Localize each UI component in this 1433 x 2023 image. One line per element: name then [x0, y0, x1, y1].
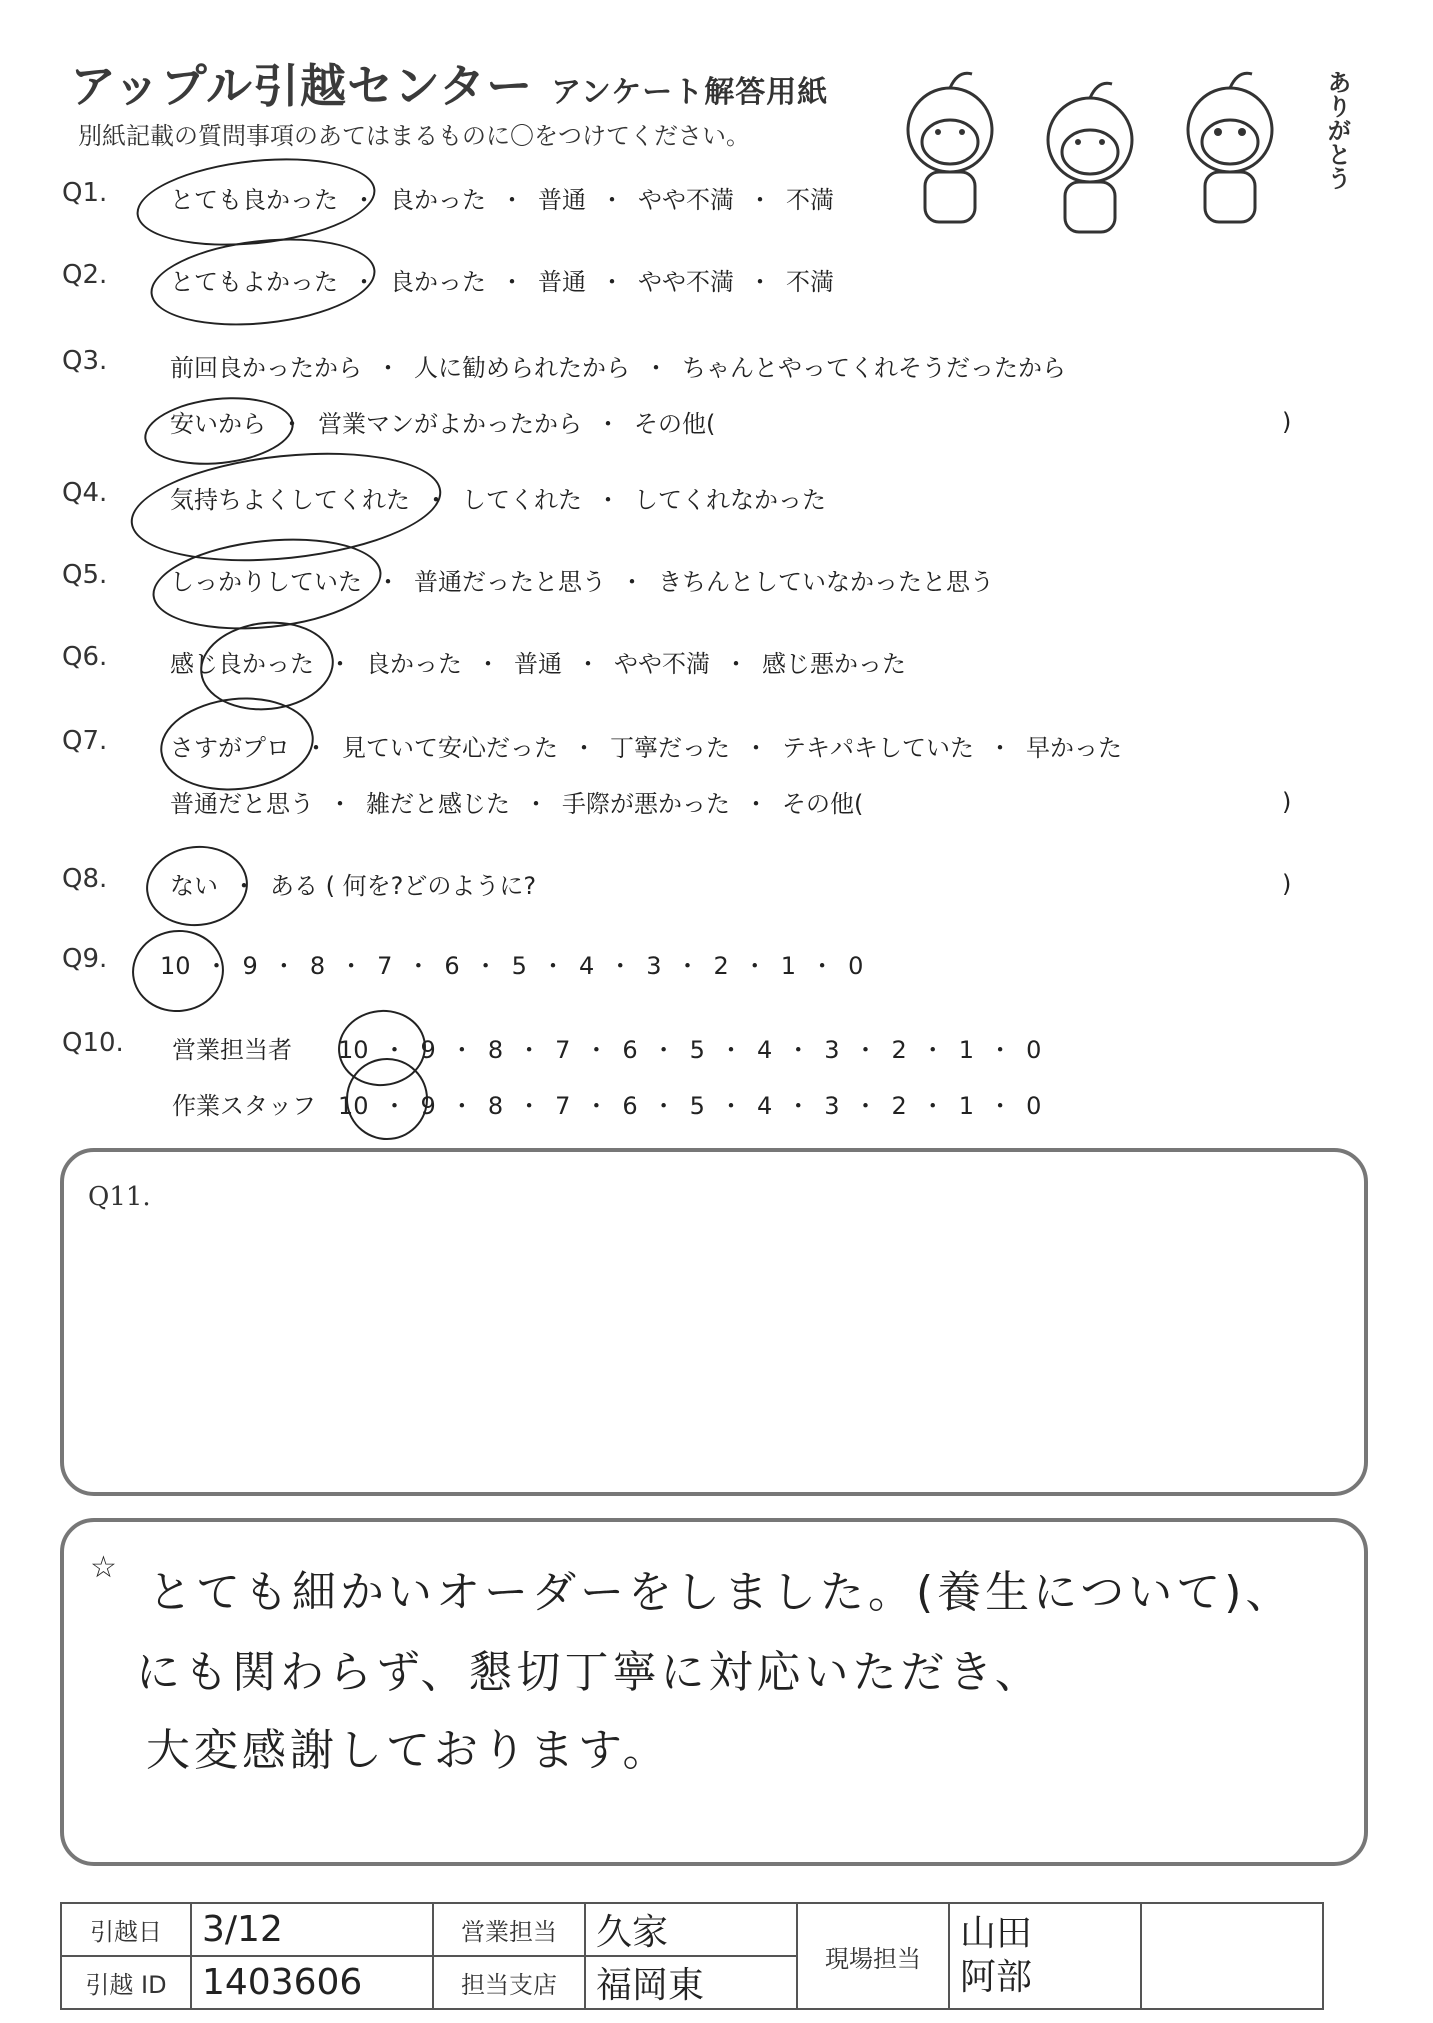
option-separator: ・: [449, 1036, 474, 1064]
rating-option[interactable]: 2: [891, 1092, 907, 1120]
option-separator: ・: [744, 790, 768, 818]
option-separator: ・: [517, 1092, 542, 1120]
option-separator: ・: [742, 952, 767, 980]
answer-option[interactable]: やや不満: [638, 186, 734, 214]
instruction-text: 別紙記載の質問事項のあてはまるものに〇をつけてください。: [78, 122, 750, 150]
rating-option[interactable]: 6: [622, 1092, 638, 1120]
option-separator: ・: [500, 268, 524, 296]
answer-option[interactable]: その他(: [634, 410, 716, 438]
comment-line-1: とても細かいオーダーをしました。(養生について)、: [148, 1567, 1294, 1618]
question-options-row: [170, 784, 863, 819]
option-separator: ・: [988, 734, 1012, 762]
site-staff-2: 阿部: [960, 1957, 1033, 1998]
answer-option[interactable]: 感じ悪かった: [762, 650, 906, 678]
rating-option[interactable]: 3: [824, 1092, 840, 1120]
option-separator: ・: [232, 872, 256, 900]
rating-option[interactable]: 1: [958, 1036, 975, 1064]
option-separator: ・: [744, 734, 768, 762]
answer-option[interactable]: 不満: [786, 268, 834, 296]
answer-option[interactable]: 10: [160, 952, 191, 980]
answer-circle-q2: [146, 228, 380, 335]
option-separator: ・: [406, 952, 431, 980]
answer-option[interactable]: してくれなかった: [634, 486, 826, 514]
rating-option[interactable]: 1: [958, 1092, 975, 1120]
option-separator: ・: [600, 186, 624, 214]
option-separator: ・: [304, 734, 328, 762]
q11-answer-box[interactable]: [60, 1148, 1368, 1496]
site-staff-value: [949, 1903, 1141, 2009]
option-separator: ・: [651, 1036, 676, 1064]
answer-option[interactable]: 普通: [514, 650, 562, 678]
option-separator: ・: [584, 1092, 609, 1120]
option-separator: ・: [328, 790, 352, 818]
answer-circle-q9: [128, 925, 228, 1016]
answer-option[interactable]: 普通だったと思う: [414, 568, 606, 596]
rating-option[interactable]: 10: [338, 1036, 369, 1064]
answer-option[interactable]: テキパキしていた: [782, 734, 974, 762]
answer-option[interactable]: 良かった: [390, 186, 486, 214]
option-separator: ・: [596, 486, 620, 514]
option-separator: ・: [748, 268, 772, 296]
q10-row-name: 作業スタッフ: [172, 1092, 316, 1120]
comment-line-3: 大変感謝しております。: [146, 1725, 671, 1776]
option-separator: ・: [339, 952, 364, 980]
answer-option[interactable]: 8: [309, 952, 326, 980]
answer-option[interactable]: 普通だと思う: [170, 790, 314, 818]
answer-option[interactable]: しっかりしていた: [170, 568, 362, 596]
answer-option[interactable]: 2: [713, 952, 729, 980]
option-separator: ・: [620, 568, 644, 596]
option-separator: ・: [517, 1036, 542, 1064]
answer-option[interactable]: 前回良かったから: [170, 354, 362, 382]
move-date-label: 引越日: [61, 1903, 191, 1956]
rating-option[interactable]: 4: [756, 1092, 773, 1120]
answer-option[interactable]: 7: [377, 952, 393, 980]
answer-option[interactable]: 普通: [538, 186, 586, 214]
option-separator: ・: [810, 952, 835, 980]
option-separator: ・: [424, 486, 448, 514]
rating-option[interactable]: 4: [756, 1036, 773, 1064]
question-label: Q9.: [62, 944, 108, 974]
answer-option[interactable]: 見ていて安心だった: [342, 734, 558, 762]
rating-option[interactable]: 3: [824, 1036, 840, 1064]
option-separator: ・: [988, 1092, 1013, 1120]
closing-paren: ): [1282, 870, 1292, 898]
rating-option[interactable]: 7: [555, 1036, 571, 1064]
answer-option[interactable]: ある ( 何を?どのように?: [270, 872, 537, 900]
option-separator: ・: [382, 1036, 407, 1064]
option-separator: ・: [271, 952, 296, 980]
option-separator: ・: [920, 1092, 945, 1120]
answer-option[interactable]: その他(: [782, 790, 864, 818]
question-label: Q5.: [62, 560, 108, 590]
option-separator: ・: [376, 354, 400, 382]
move-info-table: [60, 1902, 1324, 2010]
thanks-text: ありがとう: [1323, 70, 1351, 190]
option-separator: ・: [376, 568, 400, 596]
move-id-value: 1403606: [191, 1956, 433, 2009]
answer-option[interactable]: 手際が悪かった: [562, 790, 730, 818]
rating-option[interactable]: 9: [420, 1092, 436, 1120]
answer-option[interactable]: やや不満: [638, 268, 734, 296]
answer-option[interactable]: 5: [511, 952, 527, 980]
answer-option[interactable]: 良かった: [390, 268, 486, 296]
answer-option[interactable]: 3: [646, 952, 662, 980]
option-separator: ・: [786, 1036, 811, 1064]
option-separator: ・: [920, 1036, 945, 1064]
closing-paren: ): [1282, 408, 1292, 436]
blank-cell: [1141, 1903, 1323, 2009]
company-name: アップル引越センター: [70, 59, 534, 113]
option-separator: ・: [853, 1036, 878, 1064]
answer-option[interactable]: きちんとしていなかったと思う: [658, 568, 994, 596]
option-separator: ・: [584, 1036, 609, 1064]
answer-option[interactable]: 9: [242, 952, 258, 980]
answer-option[interactable]: してくれた: [462, 486, 582, 514]
option-separator: ・: [724, 650, 748, 678]
question-label: Q2.: [62, 260, 108, 290]
question-label: Q4.: [62, 478, 108, 508]
option-separator: ・: [449, 1092, 474, 1120]
answer-option[interactable]: とても良かった: [170, 186, 338, 214]
comment-box[interactable]: [60, 1518, 1368, 1866]
option-separator: ・: [853, 1092, 878, 1120]
answer-option[interactable]: 営業マンがよかったから: [318, 410, 582, 438]
option-separator: ・: [473, 952, 498, 980]
option-separator: ・: [600, 268, 624, 296]
question-label: Q1.: [62, 178, 108, 208]
form-title: [70, 50, 828, 116]
question-label: Q10.: [62, 1028, 124, 1058]
answer-option[interactable]: 0: [848, 952, 864, 980]
answer-option[interactable]: 早かった: [1026, 734, 1122, 762]
rating-option[interactable]: 2: [891, 1036, 907, 1064]
q10-row-name: 営業担当者: [172, 1036, 292, 1064]
monkey-mascots-illustration: [880, 60, 1320, 240]
rating-option[interactable]: 7: [555, 1092, 571, 1120]
option-separator: ・: [352, 186, 376, 214]
question-label: Q8.: [62, 864, 108, 894]
option-separator: ・: [651, 1092, 676, 1120]
question-label: Q7.: [62, 726, 108, 756]
option-separator: ・: [718, 1036, 743, 1064]
answer-option[interactable]: 気持ちよくしてくれた: [170, 486, 410, 514]
option-separator: ・: [748, 186, 772, 214]
answer-option[interactable]: ない: [170, 872, 218, 900]
option-separator: ・: [328, 650, 352, 678]
answer-option[interactable]: ちゃんとやってくれそうだったから: [682, 354, 1066, 382]
option-separator: ・: [476, 650, 500, 678]
option-separator: ・: [988, 1036, 1013, 1064]
option-separator: ・: [576, 650, 600, 678]
answer-option[interactable]: 普通: [538, 268, 586, 296]
option-separator: ・: [382, 1092, 407, 1120]
q10-rating-row: [172, 1086, 1041, 1121]
q10-rating-row: [172, 1030, 1041, 1065]
rating-option[interactable]: 8: [487, 1036, 504, 1064]
rating-option[interactable]: 0: [1026, 1036, 1042, 1064]
option-separator: ・: [540, 952, 565, 980]
comment-line-2: にも関わらず、懇切丁寧に対応いただき、: [136, 1647, 1043, 1698]
option-separator: ・: [352, 268, 376, 296]
closing-paren: ): [1282, 788, 1292, 816]
move-id-label: 引越 ID: [61, 1956, 191, 2009]
answer-option[interactable]: さすがプロ: [170, 734, 290, 762]
option-separator: ・: [524, 790, 548, 818]
option-separator: ・: [675, 952, 700, 980]
answer-circle-q7: [156, 690, 319, 798]
rating-option[interactable]: 0: [1026, 1092, 1042, 1120]
branch-value: 福岡東: [585, 1956, 797, 2009]
answer-option[interactable]: 不満: [786, 186, 834, 214]
rating-option[interactable]: 9: [420, 1036, 436, 1064]
option-separator: ・: [608, 952, 633, 980]
option-separator: ・: [280, 410, 304, 438]
sales-label: 営業担当: [433, 1903, 585, 1956]
star-icon: ☆: [90, 1550, 117, 1585]
answer-option[interactable]: 安いから: [170, 410, 266, 438]
option-separator: ・: [644, 354, 668, 382]
answer-option[interactable]: やや不満: [614, 650, 710, 678]
move-date-value: 3/12: [191, 1903, 433, 1956]
option-separator: ・: [500, 186, 524, 214]
answer-circle-q8: [142, 841, 252, 931]
sales-value: 久家: [585, 1903, 797, 1956]
answer-option[interactable]: 6: [444, 952, 460, 980]
option-separator: ・: [572, 734, 596, 762]
q11-label: Q11.: [88, 1182, 151, 1212]
question-options-row: [170, 348, 1066, 383]
answer-option[interactable]: 丁寧だった: [610, 734, 730, 762]
rating-option[interactable]: 6: [622, 1036, 638, 1064]
site-staff-label: 現場担当: [797, 1903, 949, 2009]
rating-option[interactable]: 5: [689, 1036, 705, 1064]
site-staff-1: 山田: [960, 1913, 1033, 1954]
answer-option[interactable]: 感じ良かった: [170, 650, 314, 678]
answer-option[interactable]: 1: [780, 952, 797, 980]
rating-option[interactable]: 8: [487, 1092, 504, 1120]
question-options-row: [160, 946, 863, 981]
option-separator: ・: [596, 410, 620, 438]
answer-option[interactable]: とてもよかった: [170, 268, 338, 296]
option-separator: ・: [204, 952, 229, 980]
option-separator: ・: [718, 1092, 743, 1120]
answer-option[interactable]: 良かった: [366, 650, 462, 678]
option-separator: ・: [786, 1092, 811, 1120]
answer-option[interactable]: 人に勧められたから: [414, 354, 630, 382]
rating-option[interactable]: 10: [338, 1092, 369, 1120]
answer-option[interactable]: 雑だと感じた: [366, 790, 510, 818]
rating-option[interactable]: 5: [689, 1092, 705, 1120]
question-label: Q3.: [62, 346, 108, 376]
answer-option[interactable]: 4: [578, 952, 595, 980]
question-label: Q6.: [62, 642, 108, 672]
form-subtitle: アンケート解答用紙: [551, 75, 829, 110]
branch-label: 担当支店: [433, 1956, 585, 2009]
